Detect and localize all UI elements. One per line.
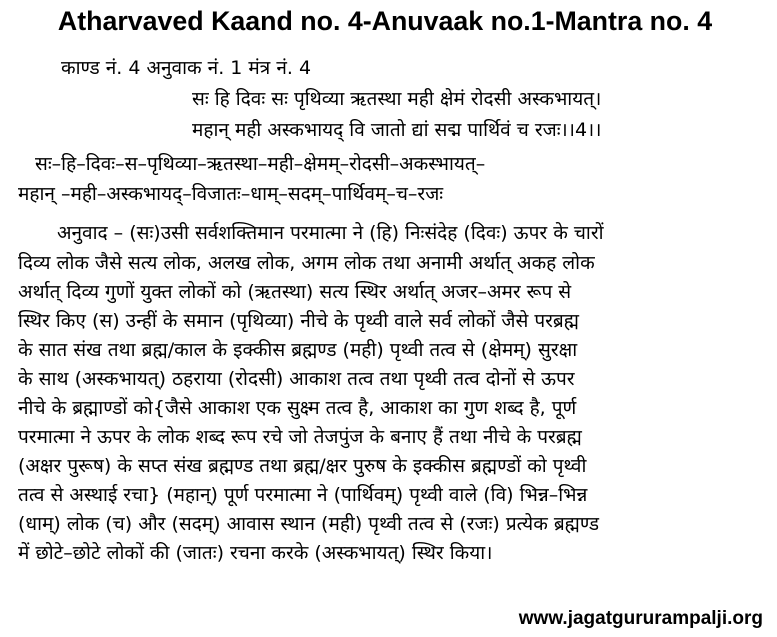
- word-split-line-1: सः–हि–दिवः–स–पृथिव्या–ऋतस्था–मही–क्षेमम्–रोदसी–अकस्भायत्–: [35, 153, 486, 175]
- page-title: Atharvaved Kaand no. 4-Anuvaak no.1-Mantra no. 4: [57, 6, 713, 36]
- translation-line: स्थिर किए (स) उन्हीं के समान (पृथिव्या) नीचे के पृथ्वी वाले सर्व लोकों जैसे परब्रह्म: [18, 310, 579, 332]
- reference-line: काण्ड नं. 4 अनुवाक नं. 1 मंत्र नं. 4: [61, 57, 312, 79]
- website-link[interactable]: www.jagatgururampalji.org: [518, 608, 763, 629]
- translation-line: (धाम्) लोक (च) और (सदम्) आवास स्थान (मही) पृथ्वी तत्व से (रजः) प्रत्येक ब्रह्मण्ड: [18, 513, 600, 535]
- mantra-line-2: महान् मही अस्कभायद् वि जातो द्यां सद्म पार्थिवं च रजः।।4।।: [192, 119, 602, 141]
- mantra-line-1: सः हि दिवः सः पृथिव्या ऋतस्था मही क्षेमं रोदसी अस्कभायत्।: [192, 88, 602, 110]
- translation-line: तत्व से अस्थाई रचा} (महान्) पूर्ण परमात्मा ने (पार्थिवम्) पृथ्वी वाले (वि) भिन्न–भिन्न: [18, 484, 588, 506]
- translation-line: दिव्य लोक जैसे सत्य लोक, अलख लोक, अगम लोक तथा अनामी अर्थात् अकह लोक: [18, 252, 595, 274]
- translation-line: में छोटे–छोटे लोकों की (जातः) रचना करके (अस्कभायत्) स्थिर किया।: [18, 542, 493, 564]
- translation-line: (अक्षर पुरूष) के सप्त संख ब्रह्मण्ड तथा ब्रह्म/क्षर पुरुष के इक्कीस ब्रह्मण्डों को पृथ्वी: [18, 455, 587, 477]
- translation-line: अनुवाद – (सः)उसी सर्वशक्तिमान परमात्मा ने (हि) निःसंदेह (दिवः) ऊपर के चारों: [57, 222, 604, 244]
- translation-line: परमात्मा ने ऊपर के लोक शब्द रूप रचे जो तेजपुंज के बनाए हैं तथा नीचे के परब्रह्म: [18, 426, 582, 448]
- translation-line: अर्थात् दिव्य गुणों युक्त लोकों को (ऋतस्था) सत्य स्थिर अर्थात् अजर–अमर रूप से: [18, 281, 572, 303]
- word-split-line-2: महान् –मही–अस्कभायद्–विजातः–धाम्–सदम्–पार्थिवम्–च–रजः: [18, 183, 444, 205]
- translation-line: के सात संख तथा ब्रह्म/काल के इक्कीस ब्रह्मण्ड (मही) पृथ्वी तत्व से (क्षेमम्) सुरक्षा: [18, 339, 578, 361]
- translation-line: नीचे के ब्रह्माण्डों को{जैसे आकाश एक सुक्ष्म तत्व है, आकाश का गुण शब्द है, पूर्ण: [18, 397, 577, 419]
- translation-line: के साथ (अस्कभायत्) ठहराया (रोदसी) आकाश तत्व तथा पृथ्वी तत्व दोनों से ऊपर: [18, 368, 575, 390]
